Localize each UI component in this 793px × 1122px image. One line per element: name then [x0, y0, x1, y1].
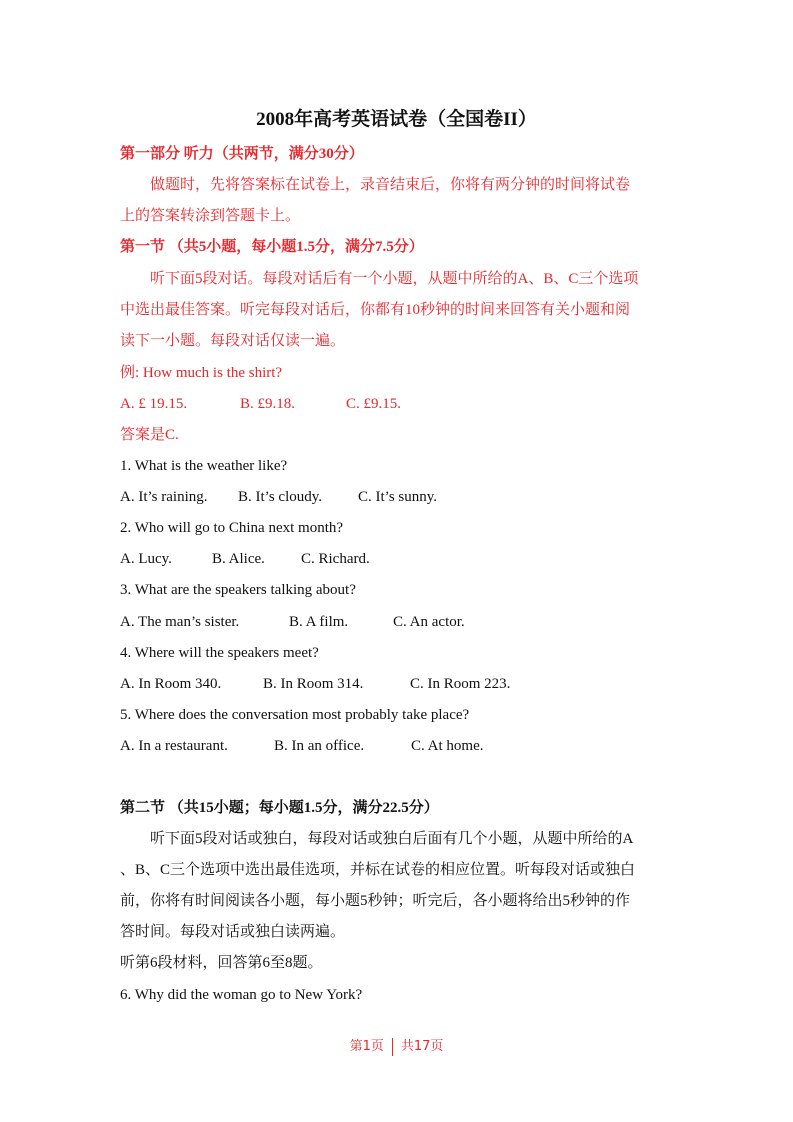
- page-number: 第1页: [349, 1039, 384, 1054]
- part1-intro-line: 做题时，先将答案标在试卷上，录音结束后，你将有两分钟的时间将试卷: [150, 177, 631, 193]
- option: B. Alice.: [212, 551, 265, 567]
- footer-divider: [392, 1038, 393, 1056]
- question: 4. Where will the speakers meet?: [120, 645, 319, 661]
- example-question: 例: How much is the shirt?: [120, 365, 283, 381]
- option: C. In Room 223.: [410, 676, 511, 692]
- question-options: [120, 549, 382, 569]
- question: 5. Where does the conversation most probably take place?: [120, 707, 470, 723]
- question-options: [120, 612, 477, 632]
- option: C. £9.15.: [346, 396, 402, 412]
- option: B. In an office.: [274, 738, 365, 754]
- option: C. Richard.: [301, 551, 370, 567]
- option: B. In Room 314.: [263, 676, 364, 692]
- section1-intro-line: 读下一小题。每段对话仅读一遍。: [120, 333, 346, 349]
- section2-heading: 第二节 （共15小题；每小题1.5分，满分22.5分）: [120, 800, 439, 816]
- option: C. At home.: [411, 738, 484, 754]
- question: 3. What are the speakers talking about?: [120, 582, 356, 598]
- section2-intro-line: 、B、C三个选项中选出最佳选项，并标在试卷的相应位置。听每段对话或独白: [120, 862, 636, 878]
- part1-intro-line: 上的答案转涂到答题卡上。: [120, 208, 301, 224]
- option: A. The man’s sister.: [120, 614, 240, 630]
- section2-intro-line: 前，你将有时间阅读各小题，每小题5秒钟；听完后，各小题将给出5秒钟的作: [120, 893, 631, 909]
- question-options: [120, 736, 496, 756]
- question: 1. What is the weather like?: [120, 458, 288, 474]
- option: C. An actor.: [393, 614, 465, 630]
- page-total: 共17页: [400, 1039, 444, 1054]
- option: B. £9.18.: [240, 396, 296, 412]
- question-options: [120, 487, 449, 507]
- option: B. A film.: [289, 614, 349, 630]
- question-options: [120, 674, 522, 694]
- question: 2. Who will go to China next month?: [120, 520, 344, 536]
- section1-intro-line: 听下面5段对话。每段对话后有一个小题，从题中所给的A、B、C三个选项: [150, 271, 639, 287]
- part1-heading: 第一部分 听力（共两节，满分30分）: [120, 146, 364, 162]
- section1-heading: 第一节 （共5小题，每小题1.5分，满分7.5分）: [120, 239, 424, 255]
- option: A. £ 19.15.: [120, 396, 188, 412]
- question: 6. Why did the woman go to New York?: [120, 987, 363, 1003]
- option: C. It’s sunny.: [358, 489, 438, 505]
- section2-intro-line: 答时间。每段对话或独白读两遍。: [120, 924, 346, 940]
- document-title: 2008年高考英语试卷（全国卷II）: [256, 109, 537, 130]
- example-options: [120, 394, 413, 414]
- option: A. It’s raining.: [120, 489, 208, 505]
- option: A. Lucy.: [120, 551, 172, 567]
- page-footer: [0, 1035, 793, 1056]
- option: A. In a restaurant.: [120, 738, 228, 754]
- option: B. It’s cloudy.: [238, 489, 323, 505]
- option: A. In Room 340.: [120, 676, 222, 692]
- example-answer: 答案是C.: [120, 427, 179, 443]
- section2-intro-line: 听下面5段对话或独白，每段对话或独白后面有几个小题，从题中所给的A: [150, 831, 634, 847]
- section1-intro-line: 中选出最佳答案。听完每段对话后，你都有10秒钟的时间来回答有关小题和阅: [120, 302, 631, 318]
- material-instruction: 听第6段材料，回答第6至8题。: [120, 955, 323, 971]
